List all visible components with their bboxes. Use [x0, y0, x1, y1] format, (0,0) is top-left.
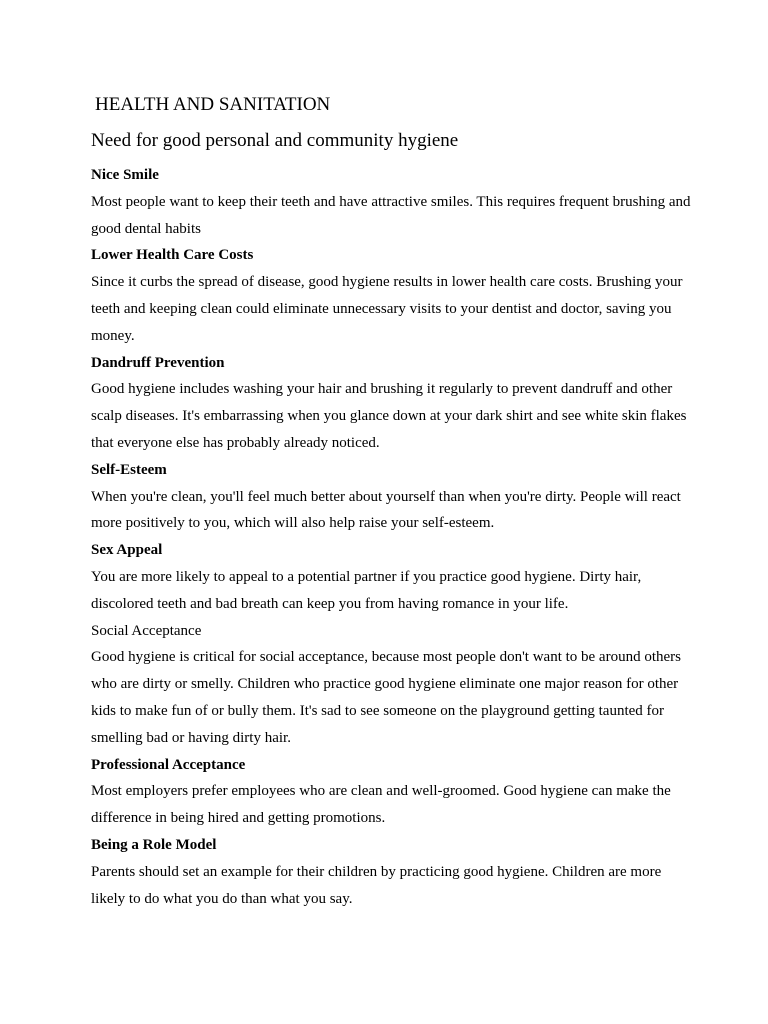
section-body: Since it curbs the spread of disease, good hygiene results in lower health care costs. Brushing your teeth and keeping clean could eliminate unnecessary visits to your dentist and doctor, saving you money.: [91, 274, 683, 344]
section-body: Most employers prefer employees who are clean and well-groomed. Good hygiene can make the difference in being hired and getting promotions.: [91, 783, 671, 827]
section-heading: Professional Acceptance: [91, 756, 246, 773]
section-sex-appeal: [91, 537, 691, 617]
section-body: Most people want to keep their teeth and have attractive smiles. This requires frequent brushing and good dental habits: [91, 193, 691, 237]
section-lower-health-care-costs: [91, 242, 691, 349]
document-subtitle: Need for good personal and community hygiene: [91, 130, 459, 151]
section-heading: Lower Health Care Costs: [91, 247, 254, 264]
section-heading: Nice Smile: [91, 167, 159, 183]
document-title: HEALTH AND SANITATION: [95, 94, 331, 115]
section-professional-acceptance: [91, 752, 691, 832]
section-body: Good hygiene is critical for social acceptance, because most people don't want to be around others who are dirty or smelly. Children who practice good hygiene eliminate one major reason for other kids to make fun of or bully them. It's sad to see someone on the playground getting taunted for smelling bad or having dirty hair.: [91, 649, 681, 746]
section-heading: Self-Esteem: [91, 461, 167, 478]
section-body: You are more likely to appeal to a potential partner if you practice good hygiene. Dirty hair, discolored teeth and bad breath can keep you from having romance in your life.: [91, 568, 642, 612]
section-body: Good hygiene includes washing your hair and brushing it regularly to prevent dandruff and other scalp diseases. It's embarrassing when you glance down at your dark shirt and see white skin flakes that everyone else has probably already noticed.: [91, 381, 687, 451]
section-heading: Dandruff Prevention: [91, 354, 225, 371]
section-heading: Sex Appeal: [91, 542, 163, 559]
section-body: When you're clean, you'll feel much better about yourself than when you're dirty. People will react more positively to you, which will also help raise your self-esteem.: [91, 488, 681, 532]
section-nice-smile: [91, 162, 691, 242]
section-body: Parents should set an example for their children by practicing good hygiene. Children are more likely to do what you do than what you say.: [91, 863, 662, 907]
document-page: [91, 93, 691, 912]
section-self-esteem: [91, 457, 691, 537]
section-social-acceptance: [91, 618, 691, 752]
section-heading: Being a Role Model: [91, 836, 217, 853]
section-heading: Social Acceptance: [91, 622, 202, 639]
section-dandruff-prevention: [91, 350, 691, 457]
section-being-a-role-model: [91, 832, 691, 912]
